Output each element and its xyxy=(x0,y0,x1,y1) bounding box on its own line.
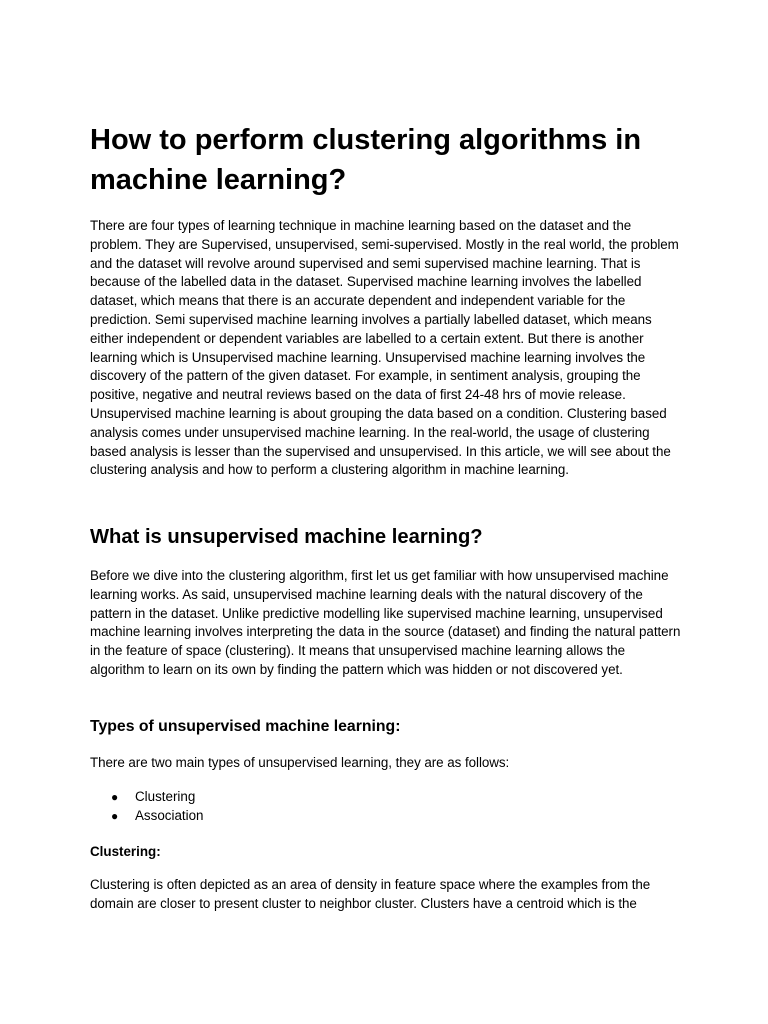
list-item-label: Clustering xyxy=(135,789,196,804)
bullet-icon: ● xyxy=(111,808,119,823)
intro-paragraph: There are four types of learning technique in machine learning based on the dataset and the problem. They are Supervised, unsupervised, semi-supervised. Mostly in the real world, the problem and the dataset will revolve around supervised and semi supervised machine learning. That is because of the labelled data in the dataset. Supervised machine learning involves the labelled dataset, which means that there is an accurate dependent and independent variable for the prediction. Semi supervised machine learning involves a partially labelled dataset, which means either independent or dependent variables are labelled to a certain extent. But there is another learning which is Unsupervised machine learning. Unsupervised machine learning involves the discovery of the pattern of the given dataset. For example, in sentiment analysis, grouping the positive, negative and neutral reviews based on the data of first 24-48 hrs of movie release. Unsupervised machine learning is about grouping the data based on a condition. Clustering based analysis comes under unsupervised machine learning. In the real-world, the usage of clustering based analysis is lesser than the supervised and unsupervised. In this article, we will see about the clustering analysis and how to perform a clustering algorithm in machine learning. xyxy=(90,218,679,478)
document-title: How to perform clustering algorithms in machine learning? xyxy=(90,124,642,196)
section-heading-types: Types of unsupervised machine learning: xyxy=(90,718,401,735)
bullet-icon: ● xyxy=(111,790,119,804)
unsupervised-paragraph: Before we dive into the clustering algorithm, first let us get familiar with how unsupervised machine learning works. As said, unsupervised machine learning deals with the natural discovery of the pattern in the dataset. Unlike predictive modelling like supervised machine learning, unsupervised machine learning involves interpreting the data in the source (dataset) and finding the natural pattern in the feature of space (clustering). It means that unsupervised machine learning allows the algorithm to learn on its own by finding the pattern which was hidden or not discovered yet. xyxy=(90,568,681,677)
types-list xyxy=(90,788,203,826)
section-heading-unsupervised: What is unsupervised machine learning? xyxy=(90,526,483,548)
types-paragraph: There are two main types of unsupervised learning, they are as follows: xyxy=(90,755,510,770)
list-item-label: Association xyxy=(135,807,204,823)
section-heading-clustering: Clustering: xyxy=(90,844,161,859)
list-item xyxy=(90,807,203,826)
list-item xyxy=(90,788,203,807)
clustering-paragraph: Clustering is often depicted as an area of density in feature space where the examples from the domain are closer to present cluster to neighbor cluster. Clusters have a centroid which is the xyxy=(90,877,651,911)
